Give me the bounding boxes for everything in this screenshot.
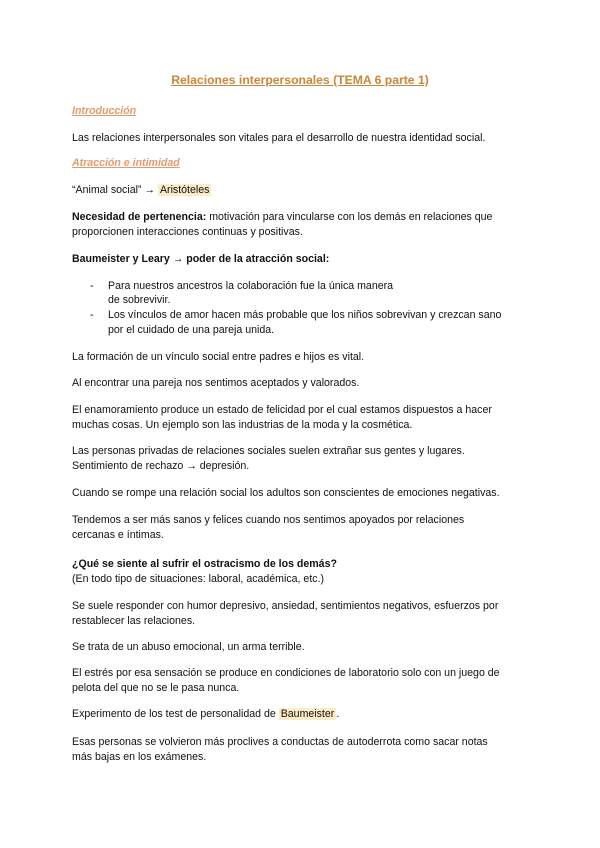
pertenencia-line-1 [72, 210, 492, 225]
pareja-paragraph: Al encontrar una pareja nos sentimos aceptados y valorados. [72, 377, 360, 389]
animal-social-line [72, 183, 211, 198]
ostracismo-subtitle: (En todo tipo de situaciones: laboral, académica, etc.) [72, 573, 325, 585]
enamoramiento-line-1: El enamoramiento produce un estado de felicidad por el cual estamos dispuestos a hacer [72, 404, 492, 416]
aristoteles-highlight: Aristóteles [159, 184, 210, 196]
section-heading-introduccion: Introducción [72, 105, 137, 117]
bullet-dash-1: - [90, 280, 94, 292]
bullet-1-line-2: de sobrevivir. [108, 294, 171, 306]
responder-line-1: Se suele responder con humor depresivo, ansiedad, sentimientos negativos, esfuerzos por [72, 600, 499, 612]
sanos-line-1: Tendemos a ser más sanos y felices cuando nos sentimos apoyados por relaciones [72, 514, 465, 526]
formacion-paragraph: La formación de un vínculo social entre padres e hijos es vital. [72, 351, 365, 363]
pertenencia-text: motivación para vincularse con los demás en relaciones que [206, 211, 493, 223]
privadas-line-1: Las personas privadas de relaciones sociales suelen extrañar sus gentes y lugares. [72, 445, 465, 457]
bullet-1-line-1: Para nuestros ancestros la colaboración fue la única manera [108, 280, 394, 292]
section-heading-atraccion: Atracción e intimidad [72, 157, 180, 169]
baumeister-highlight: Baumeister [280, 708, 335, 720]
estres-line-1: El estrés por esa sensación se produce en condiciones de laboratorio solo con un juego de [72, 667, 500, 679]
proclives-line-1: Esas personas se volvieron más proclives a conductas de autoderrota como sacar notas [72, 736, 488, 748]
animal-social-prefix: “Animal social” → [72, 184, 156, 196]
bullet-2-line-1: Los vínculos de amor hacen más probable que los niños sobrevivan y crezcan sano [108, 309, 502, 321]
pertenencia-label: Necesidad de pertenencia: [72, 211, 207, 223]
rompe-paragraph: Cuando se rompe una relación social los adultos son conscientes de emociones negativas. [72, 487, 500, 499]
experimento-suffix: . [336, 708, 340, 720]
experimento-line [72, 707, 339, 722]
document-title: Relaciones interpersonales (TEMA 6 parte 1) [171, 73, 429, 87]
responder-line-2: restablecer las relaciones. [72, 615, 196, 627]
privadas-line-2: Sentimiento de rechazo → depresión. [72, 460, 250, 472]
baumeister-leary-heading: Baumeister y Leary → poder de la atracción social: [72, 253, 330, 265]
intro-paragraph: Las relaciones interpersonales son vitales para el desarrollo de nuestra identidad social. [72, 132, 486, 144]
pertenencia-line-2: proporcionen interacciones continuas y positivas. [72, 226, 303, 238]
ostracismo-question: ¿Qué se siente al sufrir el ostracismo de los demás? [72, 558, 337, 570]
proclives-line-2: más bajas en los exámenes. [72, 751, 207, 763]
bullet-2-line-2: por el cuidado de una pareja unida. [108, 324, 275, 336]
bullet-dash-2: - [90, 309, 94, 321]
estres-line-2: pelota del que no se le pasa nunca. [72, 682, 240, 694]
sanos-line-2: cercanas e íntimas. [72, 529, 164, 541]
abuso-paragraph: Se trata de un abuso emocional, un arma terrible. [72, 641, 305, 653]
experimento-prefix: Experimento de los test de personalidad de [72, 708, 276, 720]
enamoramiento-line-2: muchas cosas. Un ejemplo son las industrias de la moda y la cosmética. [72, 419, 413, 431]
